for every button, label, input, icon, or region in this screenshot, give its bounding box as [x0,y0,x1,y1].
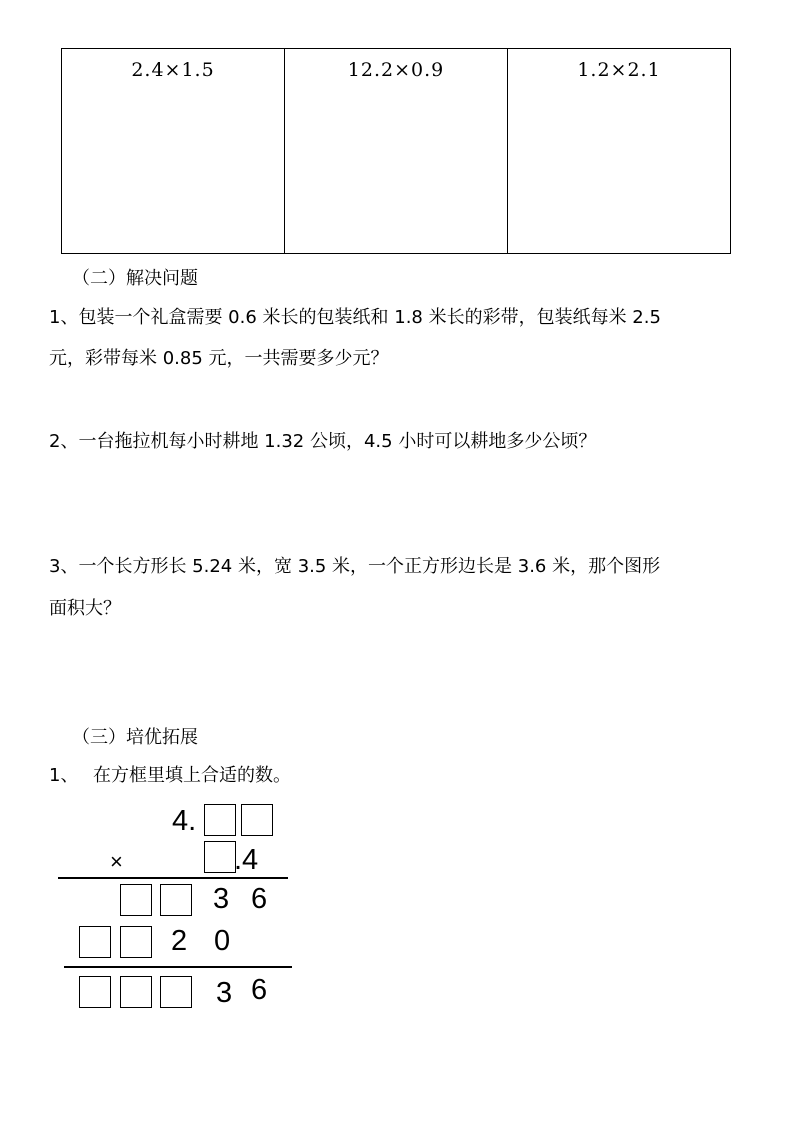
puzzle-answer-box[interactable] [120,976,152,1008]
times-sign: × [110,849,123,874]
puzzle-answer-box[interactable] [79,976,111,1008]
puzzle-row4-digit: 2 [171,925,188,957]
calculation-table [61,48,731,254]
puzzle-row3-digit: 3 [213,883,230,915]
puzzle-row1-prefix: 4. [172,805,197,837]
puzzle-divider-line [64,966,292,968]
puzzle-answer-box[interactable] [204,841,236,873]
puzzle-answer-box[interactable] [79,926,111,958]
problem-3-line-2: 面积大？ [49,598,121,619]
problem-1-line-1: 1、包装一个礼盒需要 0.6 米长的包装纸和 1.8 米长的彩带，包装纸每米 2.5 [49,307,661,328]
section-2-title: （二）解决问题 [72,268,198,289]
problem-1-line-2: 元，彩带每米 0.85 元，一共需要多少元？ [49,348,389,369]
puzzle-answer-box[interactable] [120,926,152,958]
calc-cell-2: 12.2×0.9 [285,49,508,254]
puzzle-answer-box[interactable] [241,804,273,836]
puzzle-answer-box[interactable] [120,884,152,916]
calc-cell-1: 2.4×1.5 [62,49,285,254]
puzzle-divider-line [58,877,288,879]
puzzle-row2-suffix: .4 [234,844,259,876]
problem-2-line-1: 2、一台拖拉机每小时耕地 1.32 公顷，4.5 小时可以耕地多少公顷？ [49,431,597,452]
puzzle-row4-digit: 0 [214,925,231,957]
extension-problem-1-text: 在方框里填上合适的数。 [93,765,291,786]
puzzle-answer-box[interactable] [160,976,192,1008]
extension-problem-1-number: 1、 [49,765,79,786]
puzzle-row5-digit: 6 [251,974,268,1006]
calc-cell-3: 1.2×2.1 [508,49,731,254]
puzzle-answer-box[interactable] [204,804,236,836]
puzzle-answer-box[interactable] [160,884,192,916]
section-3-title: （三）培优拓展 [72,727,198,748]
problem-3-line-1: 3、一个长方形长 5.24 米，宽 3.5 米，一个正方形边长是 3.6 米，那个图形 [49,556,661,577]
puzzle-row3-digit: 6 [251,883,268,915]
puzzle-row5-digit: 3 [216,977,233,1009]
